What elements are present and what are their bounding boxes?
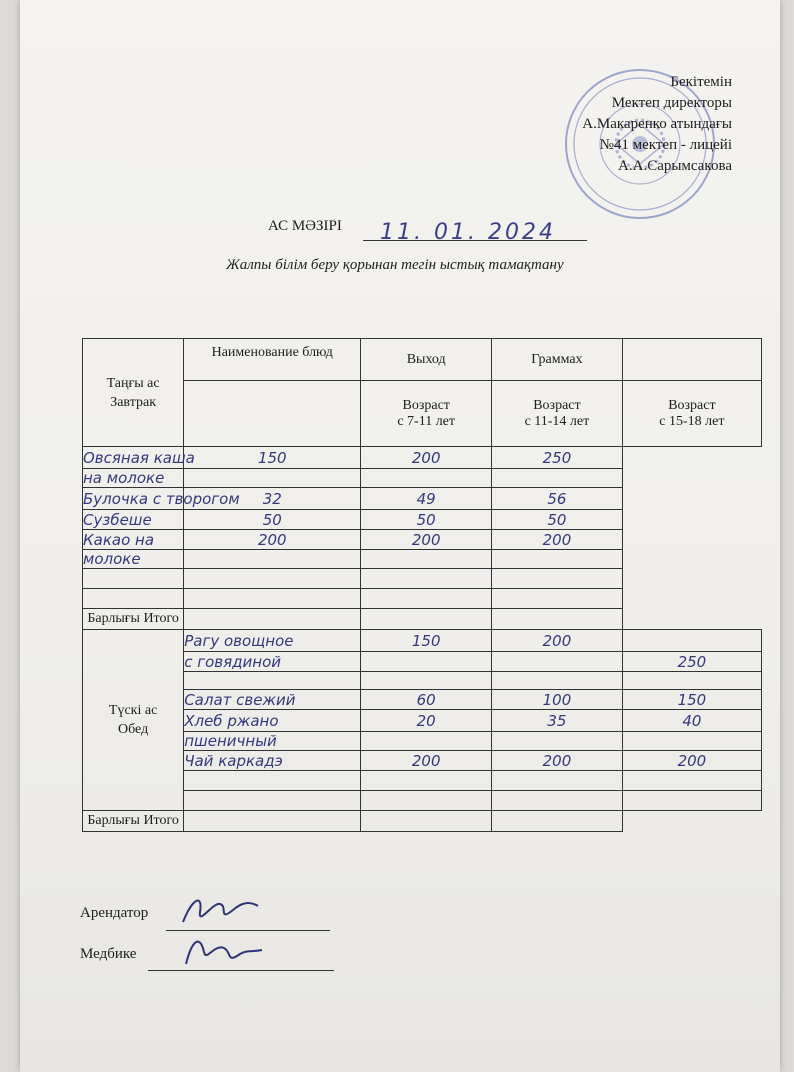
lunch-portion-v3: 150 bbox=[622, 690, 761, 710]
breakfast-dish-name: Какао на bbox=[83, 530, 184, 550]
breakfast-portion-v2 bbox=[361, 469, 492, 488]
breakfast-row bbox=[83, 550, 762, 569]
approval-block bbox=[582, 72, 732, 177]
lunch-row bbox=[83, 771, 762, 791]
lunch-label: Түскі ас Обед bbox=[83, 630, 184, 811]
lunch-portion-v2 bbox=[492, 771, 623, 791]
breakfast-dish-name: Овсяная каша bbox=[83, 448, 195, 467]
lunch-dish-name bbox=[184, 791, 361, 811]
breakfast-portion-v1 bbox=[184, 589, 361, 609]
header-age-11-14: Возраст с 11-14 лет bbox=[492, 381, 623, 447]
approval-line-2: Мектеп директоры bbox=[611, 95, 732, 111]
lunch-portion-v1: 150 bbox=[361, 630, 492, 652]
breakfast-dish-name: Булочка с творогом bbox=[83, 489, 240, 508]
lunch-portion-v2: 200 bbox=[492, 630, 623, 652]
header-dish-name: Наименование блюд bbox=[184, 339, 361, 381]
breakfast-portion-v2 bbox=[361, 550, 492, 569]
breakfast-portion-v3: 56 bbox=[492, 488, 623, 510]
lunch-portion-v3: 200 bbox=[622, 751, 761, 771]
lunch-row bbox=[83, 710, 762, 732]
header-age-7-11: Возраст с 7-11 лет bbox=[361, 381, 492, 447]
breakfast-row bbox=[83, 488, 762, 510]
breakfast-portion-v1: 50 bbox=[184, 510, 361, 530]
lunch-dish-name bbox=[184, 771, 361, 791]
menu-subtitle: Жалпы білім беру қорынан тегін ыстық тамақтану bbox=[226, 257, 564, 273]
breakfast-portion-v1 bbox=[184, 550, 361, 569]
medic-signature bbox=[180, 930, 270, 976]
breakfast-total-label: Барлығы Итого bbox=[83, 609, 184, 630]
menu-title: АС МӘЗІРІ bbox=[268, 218, 342, 234]
breakfast-dish-name bbox=[83, 589, 184, 609]
lunch-row bbox=[83, 672, 762, 690]
approval-line-1: Бекітемін bbox=[670, 74, 732, 90]
approval-line-5: А.А.Сарымсакова bbox=[618, 158, 732, 174]
lunch-portion-v1 bbox=[361, 652, 492, 672]
breakfast-portion-v3: 250 bbox=[492, 447, 623, 469]
breakfast-row bbox=[83, 447, 762, 469]
breakfast-dish-name: на молоке bbox=[83, 469, 184, 488]
lunch-dish-name: Хлеб ржано bbox=[184, 710, 361, 732]
lunch-portion-v1 bbox=[361, 791, 492, 811]
lunch-dish-name: Чай каркадэ bbox=[184, 751, 361, 771]
approval-line-4: №41 мектеп - лицейі bbox=[599, 137, 732, 153]
lunch-portion-v2 bbox=[492, 791, 623, 811]
breakfast-dish-name: молоке bbox=[83, 550, 184, 569]
lunch-portion-v1 bbox=[361, 771, 492, 791]
lunch-portion-v1 bbox=[361, 732, 492, 751]
lunch-row bbox=[83, 791, 762, 811]
lunch-row bbox=[83, 751, 762, 771]
lunch-dish-name: Салат свежий bbox=[184, 690, 361, 710]
lunch-row bbox=[83, 732, 762, 751]
breakfast-portion-v2: 49 bbox=[361, 488, 492, 510]
lunch-portion-v3: 250 bbox=[622, 652, 761, 672]
breakfast-row bbox=[83, 530, 762, 550]
breakfast-row bbox=[83, 569, 762, 589]
breakfast-portion-v2 bbox=[361, 569, 492, 589]
lunch-portion-v3 bbox=[622, 732, 761, 751]
menu-table bbox=[82, 338, 762, 832]
breakfast-row bbox=[83, 589, 762, 609]
breakfast-portion-v2: 200 bbox=[361, 447, 492, 469]
lunch-portion-v3: 40 bbox=[622, 710, 761, 732]
breakfast-portion-v3: 50 bbox=[492, 510, 623, 530]
document-page bbox=[20, 0, 780, 1072]
lunch-portion-v2: 100 bbox=[492, 690, 623, 710]
breakfast-portion-v1 bbox=[184, 469, 361, 488]
lunch-portion-v1: 60 bbox=[361, 690, 492, 710]
breakfast-dish-name bbox=[83, 569, 184, 589]
tenant-label: Арендатор bbox=[80, 905, 149, 921]
lunch-portion-v1: 20 bbox=[361, 710, 492, 732]
lunch-dish-name: Рагу овощное bbox=[184, 630, 361, 652]
lunch-portion-v3 bbox=[622, 630, 761, 652]
tenant-signature bbox=[178, 892, 268, 934]
lunch-portion-v1 bbox=[361, 672, 492, 690]
medic-label: Медбике bbox=[80, 946, 137, 962]
header-grams: Граммах bbox=[492, 339, 623, 381]
lunch-portion-v3 bbox=[622, 771, 761, 791]
approval-line-3: А.Макаренко атындағы bbox=[582, 116, 732, 132]
breakfast-portion-v3 bbox=[492, 469, 623, 488]
lunch-portion-v2 bbox=[492, 652, 623, 672]
lunch-portion-v2 bbox=[492, 732, 623, 751]
breakfast-portion-v1 bbox=[184, 569, 361, 589]
menu-date: 11. 01. 2024 bbox=[380, 220, 556, 245]
breakfast-portion-v2: 50 bbox=[361, 510, 492, 530]
breakfast-portion-v3 bbox=[492, 569, 623, 589]
lunch-portion-v1: 200 bbox=[361, 751, 492, 771]
lunch-portion-v3 bbox=[622, 791, 761, 811]
lunch-row bbox=[83, 652, 762, 672]
breakfast-dish-name: Сузбеше bbox=[83, 510, 184, 530]
breakfast-row bbox=[83, 469, 762, 488]
breakfast-portion-v2: 200 bbox=[361, 530, 492, 550]
breakfast-portion-v3 bbox=[492, 589, 623, 609]
lunch-dish-name: с говядиной bbox=[184, 652, 361, 672]
lunch-row bbox=[83, 630, 762, 652]
lunch-portion-v3 bbox=[622, 672, 761, 690]
breakfast-portion-v1: 32 bbox=[184, 488, 361, 510]
lunch-portion-v2 bbox=[492, 672, 623, 690]
breakfast-portion-v2 bbox=[361, 589, 492, 609]
lunch-portion-v2: 35 bbox=[492, 710, 623, 732]
header-age-15-18: Возраст с 15-18 лет bbox=[622, 381, 761, 447]
header-output: Выход bbox=[361, 339, 492, 381]
lunch-row bbox=[83, 690, 762, 710]
breakfast-label: Таңғы ас Завтрак bbox=[83, 339, 184, 447]
lunch-portion-v2: 200 bbox=[492, 751, 623, 771]
lunch-dish-name: пшеничный bbox=[184, 732, 361, 751]
breakfast-portion-v1: 200 bbox=[184, 530, 361, 550]
lunch-total-label: Барлығы Итого bbox=[83, 811, 184, 832]
breakfast-portion-v1: 150 bbox=[184, 447, 361, 469]
breakfast-row bbox=[83, 510, 762, 530]
breakfast-portion-v3: 200 bbox=[492, 530, 623, 550]
breakfast-portion-v3 bbox=[492, 550, 623, 569]
lunch-dish-name bbox=[184, 672, 361, 690]
